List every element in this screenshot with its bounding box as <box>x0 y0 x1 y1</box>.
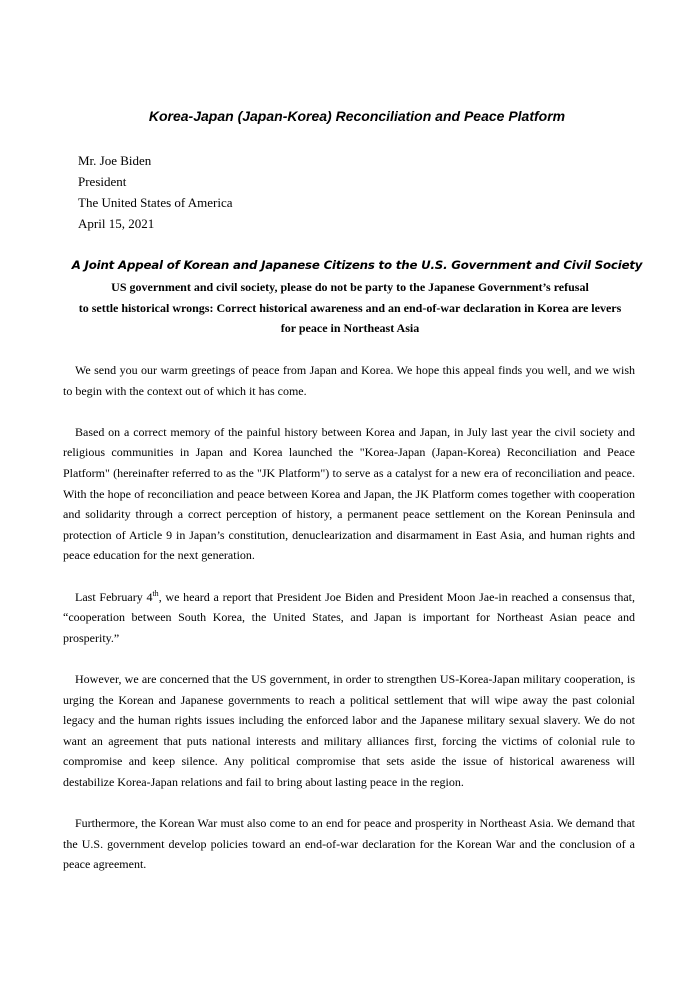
letter-date: April 15, 2021 <box>78 216 155 231</box>
recipient-name: Mr. Joe Biden <box>78 153 152 168</box>
document-title: Korea-Japan (Japan-Korea) Reconciliation and Peace Platform <box>148 108 566 124</box>
body-paragraph: However, we are concerned that the US government, in order to strengthen US-Korea-Japan military cooperation, is urging the Korean and Japanese governments to reach a political settlement that will wipe away the past colonial legacy and the human rights issues including the enforced labor and the Japanese military sexual slavery. We do not want an agreement that puts national interests and military alliances first, forcing the victims of colonial rule to compromise and keep silence. Any political compromise that sets aside the issue of historical awareness will destabilize Korea-Japan relations and fail to bring about lasting peace in the region. <box>63 671 635 789</box>
letter-body <box>63 360 635 875</box>
paragraph-text: , we heard a report that President Joe Biden and President Moon Jae-in reached a consensus that, “cooperation between South Korea, the United States, and Japan is important for Northeast Asian peace and prosperity.” <box>63 589 635 645</box>
subtitle-line: to settle historical wrongs: Correct historical awareness and an end-of-war declaration in Korea are levers <box>78 300 622 315</box>
body-paragraph: Furthermore, the Korean War must also come to an end for peace and prosperity in Northeast Asia. We demand that the U.S. government develop policies toward an end-of-war declaration for the Korean War and the conclusion of a peace agreement. <box>63 816 635 872</box>
subtitle-line: for peace in Northeast Asia <box>280 321 420 335</box>
body-paragraph <box>63 587 635 649</box>
paragraph-text: Last February 4 <box>75 589 153 604</box>
recipient-address <box>78 150 233 234</box>
recipient-position: President <box>78 174 127 189</box>
subtitle-line: US government and civil society, please do not be party to the Japanese Government’s refusal <box>111 280 589 294</box>
body-paragraph: We send you our warm greetings of peace from Japan and Korea. We hope this appeal finds you well, and we wish to begin with the context out of which it has come. <box>63 363 635 398</box>
body-paragraph: Based on a correct memory of the painful history between Korea and Japan, in July last year the civil society and religious communities in Japan and Korea launched the "Korea-Japan (Japan-Korea) Reconciliation and Peace Platform" (hereinafter referred to as the "JK Platform") to serve as a catalyst for a new era of reconciliation and peace. With the hope of reconciliation and peace between Korea and Japan, the JK Platform comes together with cooperation and solidarity through a correct perception of history, a permanent peace settlement on the Korean Peninsula and protection of Article 9 in Japan’s constitution, denuclearization and disarmament in East Asia, and human rights and peace education for the next generation. <box>63 424 635 563</box>
appeal-subtitle <box>0 277 700 339</box>
ordinal-superscript: th <box>152 588 159 598</box>
appeal-title: A Joint Appeal of Korean and Japanese Citizens to the U.S. Government and Civil Society <box>71 258 643 272</box>
recipient-country: The United States of America <box>78 195 233 210</box>
